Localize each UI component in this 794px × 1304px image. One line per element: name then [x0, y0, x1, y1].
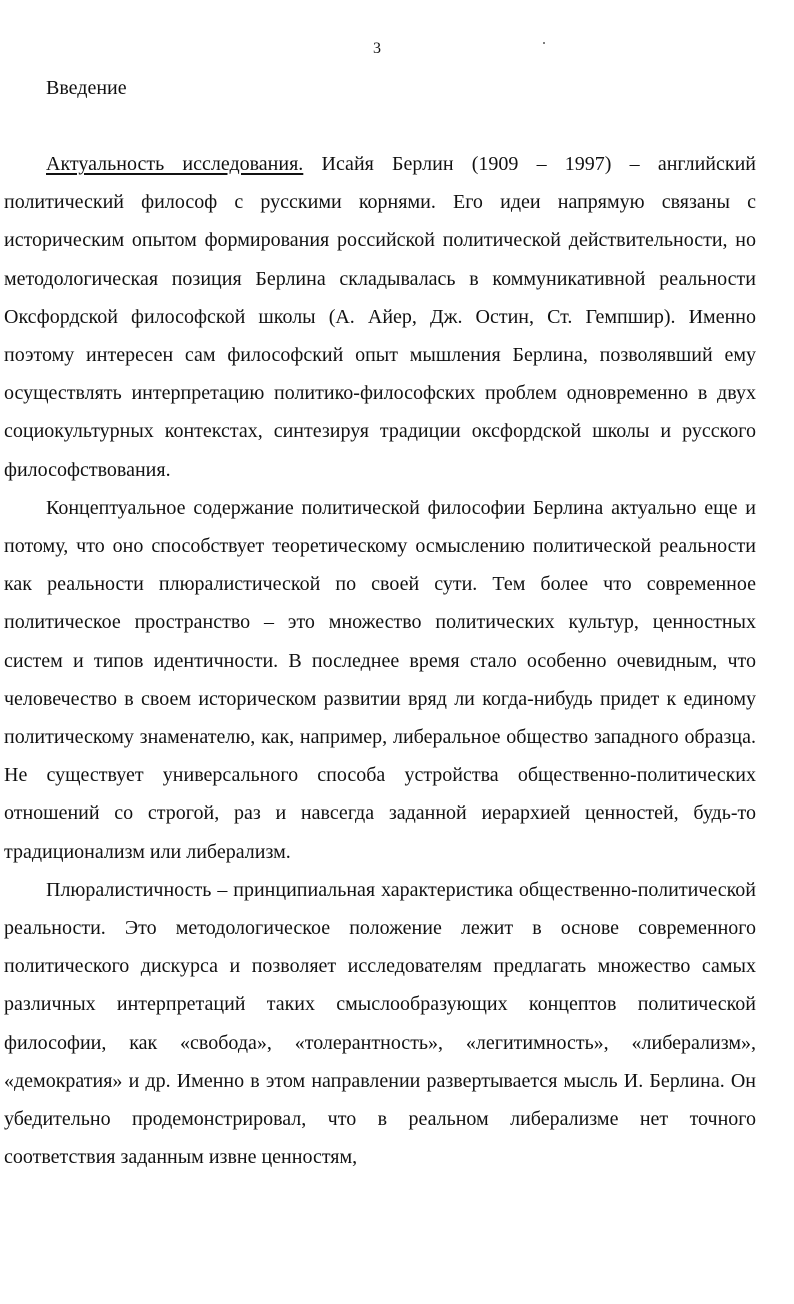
paragraph-conceptual-content: Концептуальное содержание политической философии Берлина актуально еще и потому, что оно способствует теоретическому осмыслению политической реальности как реальности плюралистической по своей сути. Тем более что современное политическое пространство – это множество политических культур, ценностных систем и типов идентичности. В последнее время стало особенно очевидным, что человечество в своем историческом развитии вряд ли когда-нибудь придет к единому политическому знаменателю, как, например, либеральное общество западного образца. Не существует универсального способа устройства общественно-политических отношений со строгой, раз и навсегда заданной иерархией ценностей, будь-то традиционализм или либерализм.	[4, 496, 756, 863]
paragraph-pluralism: Плюралистичность – принципиальная характеристика общественно-политической реальности. Это методологическое положение лежит в основе современного политического дискурса и позволяет исследователям предлагать множество самых различных интерпретаций таких смыслообразующих концептов политической философии, как «свобода», «толерантность», «легитимность», «либерализм», «демократия» и др. Именно в этом направлении развертывается мысль И. Берлина. Он убедительно продемонстрировал, что в реальном либерализме нет точного соответствия заданным извне ценностям,	[4, 878, 756, 1169]
scan-speck	[543, 42, 545, 44]
section-heading: Введение	[46, 77, 127, 99]
paragraph-relevance	[4, 145, 756, 489]
body-text	[4, 145, 756, 1176]
page-number: 3	[373, 40, 381, 57]
relevance-lead: Актуальность исследования.	[46, 153, 304, 175]
paragraph-text: Исайя Берлин (1909 – 1997) – английский политический философ с русскими корнями. Его идеи напрямую связаны с историческим опытом формирования российской политической действительности, но методологическая позиция Берлина складывалась в коммуникативной реальности Оксфордской философской школы (А. Айер, Дж. Остин, Ст. Гемпшир). Именно поэтому интересен сам философский опыт мышления Берлина, позволявший ему осуществлять интерпретацию политико-философских проблем одновременно в двух социокультурных контекстах, синтезируя традиции оксфордской школы и русского философствования.	[4, 153, 756, 481]
